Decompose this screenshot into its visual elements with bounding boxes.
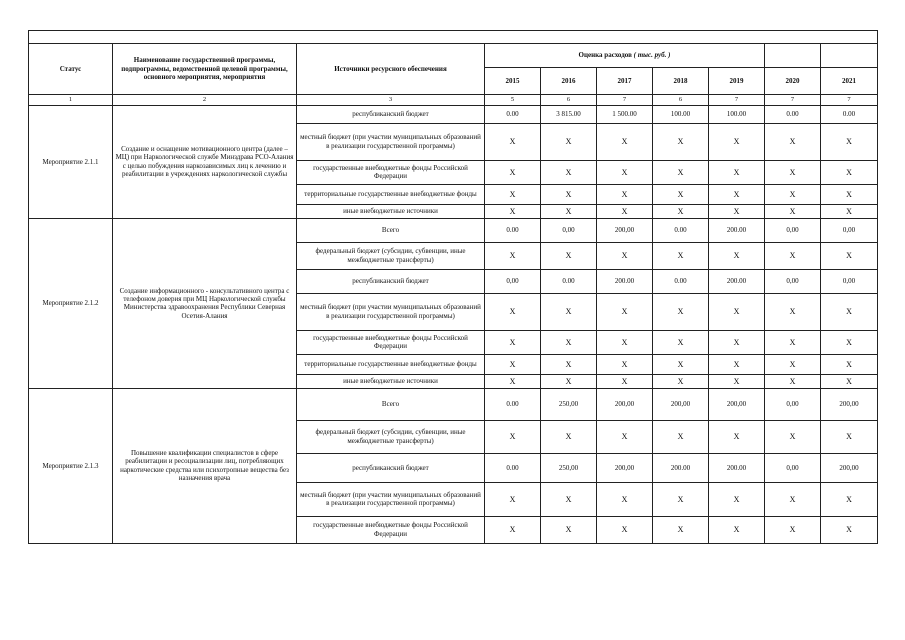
column-number: 7 <box>821 95 878 106</box>
budget-value: X <box>597 330 653 354</box>
budget-value: X <box>821 516 878 543</box>
budget-value: 200.00 <box>709 269 765 293</box>
budget-value: X <box>653 123 709 160</box>
budget-value: X <box>821 354 878 374</box>
column-numbers-row <box>29 95 878 106</box>
budget-value: X <box>541 330 597 354</box>
budget-value: X <box>485 293 541 330</box>
header-sources: Источники ресурсного обеспечения <box>297 44 485 95</box>
year-header: 2017 <box>597 68 653 95</box>
budget-value: 0.00 <box>485 105 541 123</box>
budget-value: X <box>709 516 765 543</box>
budget-value: 200,00 <box>821 453 878 482</box>
budget-value: X <box>597 242 653 269</box>
budget-table <box>28 30 878 544</box>
budget-value: 0,00 <box>765 388 821 420</box>
budget-value: X <box>541 374 597 388</box>
column-number: 6 <box>653 95 709 106</box>
funding-source: территориальные государственные внебюджетные фонды <box>297 354 485 374</box>
budget-value: X <box>709 293 765 330</box>
budget-value: X <box>653 242 709 269</box>
budget-value: X <box>765 184 821 204</box>
header-empty-2020 <box>765 44 821 68</box>
budget-value: 0.00 <box>485 388 541 420</box>
header-row <box>29 44 878 68</box>
budget-value: X <box>765 330 821 354</box>
column-number: 7 <box>597 95 653 106</box>
funding-source: государственные внебюджетные фонды Российской Федерации <box>297 160 485 184</box>
budget-value: X <box>541 184 597 204</box>
budget-value: 0,00 <box>821 269 878 293</box>
budget-value: X <box>597 123 653 160</box>
budget-value: 0.00 <box>653 218 709 242</box>
budget-value: 100.00 <box>653 105 709 123</box>
budget-value: X <box>765 293 821 330</box>
budget-value: X <box>485 354 541 374</box>
budget-value: X <box>653 374 709 388</box>
budget-value: X <box>709 184 765 204</box>
budget-value: X <box>541 160 597 184</box>
budget-value: 0,00 <box>765 453 821 482</box>
budget-value: X <box>653 354 709 374</box>
funding-source: иные внебюджетные источники <box>297 204 485 218</box>
budget-value: X <box>597 354 653 374</box>
measure-name: Создание информационного - консультативного центра с телефоном доверия при МЦ Наркологической службы Министерства здравоохранения Республики Северная Осетия-Алания <box>113 218 297 388</box>
budget-value: 0,00 <box>541 218 597 242</box>
column-number: 1 <box>29 95 113 106</box>
budget-value: X <box>765 420 821 453</box>
year-header: 2018 <box>653 68 709 95</box>
budget-value: X <box>653 160 709 184</box>
budget-value: 200,00 <box>653 388 709 420</box>
budget-value: X <box>765 160 821 184</box>
budget-value: X <box>541 293 597 330</box>
year-header: 2019 <box>709 68 765 95</box>
budget-value: 200,00 <box>597 453 653 482</box>
budget-value: X <box>541 123 597 160</box>
budget-value: 250,00 <box>541 388 597 420</box>
budget-value: X <box>821 123 878 160</box>
budget-value: X <box>709 330 765 354</box>
budget-value: X <box>765 482 821 516</box>
budget-value: X <box>541 482 597 516</box>
budget-value: X <box>485 123 541 160</box>
budget-value: 0.00 <box>653 269 709 293</box>
budget-value: X <box>765 123 821 160</box>
budget-value: X <box>597 160 653 184</box>
budget-value: X <box>597 293 653 330</box>
budget-value: X <box>821 330 878 354</box>
funding-source: территориальные государственные внебюджетные фонды <box>297 184 485 204</box>
year-header: 2021 <box>821 68 878 95</box>
budget-value: X <box>765 374 821 388</box>
budget-value: X <box>821 160 878 184</box>
budget-value: X <box>541 204 597 218</box>
year-header: 2015 <box>485 68 541 95</box>
budget-value: 200.00 <box>597 269 653 293</box>
budget-value: X <box>709 160 765 184</box>
budget-value: X <box>709 420 765 453</box>
budget-value: 200.00 <box>709 453 765 482</box>
budget-value: 0,00 <box>821 218 878 242</box>
header-estimate <box>485 44 765 68</box>
budget-value: X <box>709 374 765 388</box>
budget-value: X <box>541 516 597 543</box>
table-row <box>29 388 878 420</box>
budget-value: X <box>653 420 709 453</box>
budget-value: X <box>597 516 653 543</box>
budget-value: X <box>597 204 653 218</box>
header-estimate-prefix: Оценка расходов <box>578 51 632 60</box>
budget-value: X <box>653 482 709 516</box>
budget-value: X <box>485 242 541 269</box>
budget-value: X <box>709 204 765 218</box>
budget-value: 0,00 <box>485 269 541 293</box>
measure-status: Мероприятие 2.1.3 <box>29 388 113 543</box>
column-number: 5 <box>485 95 541 106</box>
budget-value: X <box>709 354 765 374</box>
column-number: 6 <box>541 95 597 106</box>
budget-value: X <box>485 184 541 204</box>
budget-value: X <box>821 293 878 330</box>
budget-value: 0.00 <box>541 269 597 293</box>
budget-value: X <box>485 516 541 543</box>
budget-value: X <box>821 482 878 516</box>
budget-value: X <box>765 242 821 269</box>
budget-value: 200,00 <box>597 388 653 420</box>
budget-value: 1 500.00 <box>597 105 653 123</box>
budget-value: X <box>541 242 597 269</box>
budget-value: X <box>709 123 765 160</box>
year-header: 2020 <box>765 68 821 95</box>
budget-value: X <box>597 184 653 204</box>
budget-value: 200,00 <box>597 218 653 242</box>
funding-source: республиканский бюджет <box>297 453 485 482</box>
header-estimate-unit: ( тыс. руб. ) <box>633 51 671 60</box>
measure-status: Мероприятие 2.1.1 <box>29 105 113 218</box>
budget-value: X <box>485 330 541 354</box>
funding-source: Всего <box>297 218 485 242</box>
funding-source: местный бюджет (при участии муниципальных образований в реализации государственной программы) <box>297 123 485 160</box>
budget-value: X <box>597 482 653 516</box>
header-empty-2021 <box>821 44 878 68</box>
budget-value: X <box>541 354 597 374</box>
budget-value: X <box>765 354 821 374</box>
budget-value: X <box>653 330 709 354</box>
budget-value: X <box>485 204 541 218</box>
column-number: 7 <box>709 95 765 106</box>
funding-source: местный бюджет (при участии муниципальных образований в реализации государственной программы) <box>297 293 485 330</box>
funding-source: государственные внебюджетные фонды Российской Федерации <box>297 516 485 543</box>
funding-source: республиканский бюджет <box>297 105 485 123</box>
budget-value: X <box>821 242 878 269</box>
budget-value: X <box>485 482 541 516</box>
budget-value: X <box>653 516 709 543</box>
measure-name: Повышение квалификации специалистов в сфере реабилитации и ресоциализации лиц, потребляющих наркотические средства или психотропные вещества без назначения врача <box>113 388 297 543</box>
budget-value: X <box>821 184 878 204</box>
budget-value: X <box>821 374 878 388</box>
budget-value: 200.00 <box>653 453 709 482</box>
budget-value: 250,00 <box>541 453 597 482</box>
table-row <box>29 105 878 123</box>
measure-name: Создание и оснащение мотивационного центра (далее – МЦ) при Наркологической службе Минздрава РСО-Алания с целью побуждения наркозависимых лиц к лечению и реабилитации в учреждениях наркологической службы <box>113 105 297 218</box>
budget-value: X <box>765 516 821 543</box>
budget-value: X <box>765 204 821 218</box>
budget-value: 0,00 <box>765 218 821 242</box>
budget-value: X <box>821 204 878 218</box>
budget-value: 200,00 <box>821 388 878 420</box>
funding-source: местный бюджет (при участии муниципальных образований в реализации государственной программы) <box>297 482 485 516</box>
column-number: 2 <box>113 95 297 106</box>
budget-value: 0.00 <box>821 105 878 123</box>
budget-value: X <box>709 482 765 516</box>
budget-value: X <box>485 420 541 453</box>
budget-value: X <box>485 374 541 388</box>
year-header: 2016 <box>541 68 597 95</box>
budget-value: X <box>653 293 709 330</box>
budget-value: X <box>597 420 653 453</box>
funding-source: иные внебюджетные источники <box>297 374 485 388</box>
budget-value: 0.00 <box>765 105 821 123</box>
budget-value: X <box>485 160 541 184</box>
funding-source: государственные внебюджетные фонды Российской Федерации <box>297 330 485 354</box>
top-empty-row <box>29 31 878 44</box>
budget-value: X <box>709 242 765 269</box>
funding-source: федеральный бюджет (субсидии, субвенции, иные межбюджетные трансферты) <box>297 420 485 453</box>
budget-value: 3 815.00 <box>541 105 597 123</box>
budget-value: 0,00 <box>765 269 821 293</box>
funding-source: Всего <box>297 388 485 420</box>
budget-value: X <box>597 374 653 388</box>
budget-value: X <box>653 184 709 204</box>
measure-status: Мероприятие 2.1.2 <box>29 218 113 388</box>
budget-value: X <box>821 420 878 453</box>
budget-value: 100.00 <box>709 105 765 123</box>
table-row <box>29 218 878 242</box>
budget-value: X <box>541 420 597 453</box>
budget-value: 200,00 <box>709 388 765 420</box>
header-status: Статус <box>29 44 113 95</box>
budget-value: 200.00 <box>709 218 765 242</box>
budget-value: X <box>653 204 709 218</box>
funding-source: федеральный бюджет (субсидии, субвенции, иные межбюджетные трансферты) <box>297 242 485 269</box>
header-program-name: Наименование государственной программы, подпрограммы, ведомственной целевой программы, основного мероприятия, мероприятия <box>113 44 297 95</box>
budget-value: 0.00 <box>485 453 541 482</box>
funding-source: республиканский бюджет <box>297 269 485 293</box>
column-number: 3 <box>297 95 485 106</box>
column-number: 7 <box>765 95 821 106</box>
budget-value: 0.00 <box>485 218 541 242</box>
